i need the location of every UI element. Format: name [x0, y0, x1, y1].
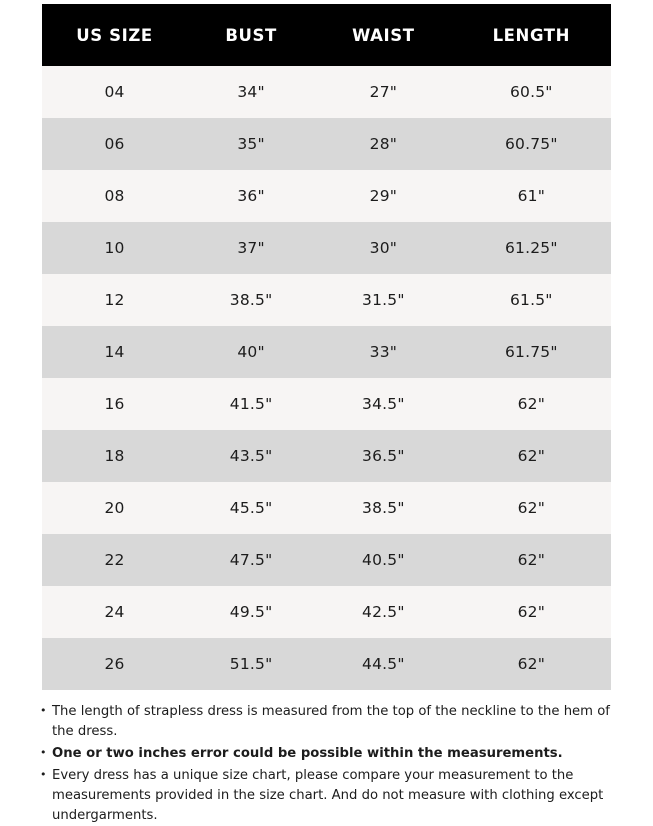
size-chart-page	[0, 4, 653, 824]
cell-us-size: 08	[42, 170, 187, 222]
size-chart-table	[42, 4, 611, 690]
cell-waist: 29"	[315, 170, 452, 222]
bullet-icon: •	[40, 768, 47, 782]
cell-length: 61.75"	[452, 326, 611, 378]
cell-waist: 27"	[315, 66, 452, 118]
cell-waist: 44.5"	[315, 638, 452, 690]
cell-length: 62"	[452, 378, 611, 430]
cell-length: 62"	[452, 482, 611, 534]
table-row	[42, 66, 611, 118]
cell-bust: 45.5"	[187, 482, 315, 534]
cell-length: 62"	[452, 586, 611, 638]
note-text: The length of strapless dress is measured from the top of the neckline to the hem of the dress.	[52, 704, 610, 740]
column-header-bust: BUST	[187, 4, 315, 66]
column-header-length: LENGTH	[452, 4, 611, 66]
cell-length: 61"	[452, 170, 611, 222]
cell-waist: 42.5"	[315, 586, 452, 638]
cell-waist: 34.5"	[315, 378, 452, 430]
note-item	[40, 766, 613, 826]
cell-waist: 40.5"	[315, 534, 452, 586]
table-row	[42, 222, 611, 274]
notes-list	[0, 690, 653, 826]
table-row	[42, 326, 611, 378]
table-header	[42, 4, 611, 66]
cell-length: 60.5"	[452, 66, 611, 118]
cell-length: 61.25"	[452, 222, 611, 274]
note-item	[40, 702, 613, 742]
cell-bust: 37"	[187, 222, 315, 274]
cell-waist: 30"	[315, 222, 452, 274]
cell-us-size: 16	[42, 378, 187, 430]
cell-bust: 36"	[187, 170, 315, 222]
table-row	[42, 118, 611, 170]
cell-us-size: 10	[42, 222, 187, 274]
cell-bust: 43.5"	[187, 430, 315, 482]
cell-waist: 36.5"	[315, 430, 452, 482]
cell-waist: 38.5"	[315, 482, 452, 534]
bullet-icon: •	[40, 704, 47, 717]
cell-waist: 31.5"	[315, 274, 452, 326]
cell-waist: 33"	[315, 326, 452, 378]
column-header-waist: WAIST	[315, 4, 452, 66]
cell-us-size: 12	[42, 274, 187, 326]
cell-waist: 28"	[315, 118, 452, 170]
table-row	[42, 274, 611, 326]
bullet-icon: •	[40, 746, 47, 760]
cell-bust: 35"	[187, 118, 315, 170]
column-header-us-size: US SIZE	[42, 4, 187, 66]
cell-length: 61.5"	[452, 274, 611, 326]
note-item	[40, 744, 613, 764]
cell-length: 62"	[452, 534, 611, 586]
table-row	[42, 638, 611, 690]
table-row	[42, 586, 611, 638]
cell-length: 62"	[452, 430, 611, 482]
cell-us-size: 06	[42, 118, 187, 170]
cell-bust: 40"	[187, 326, 315, 378]
cell-us-size: 14	[42, 326, 187, 378]
cell-bust: 38.5"	[187, 274, 315, 326]
table-row	[42, 430, 611, 482]
cell-us-size: 04	[42, 66, 187, 118]
table-row	[42, 534, 611, 586]
cell-bust: 34"	[187, 66, 315, 118]
note-text: Every dress has a unique size chart, please compare your measurement to the measurements provided in the size chart. And do not measure with clothing except undergarments.	[52, 768, 604, 824]
cell-us-size: 18	[42, 430, 187, 482]
table-row	[42, 378, 611, 430]
cell-bust: 41.5"	[187, 378, 315, 430]
cell-us-size: 22	[42, 534, 187, 586]
cell-us-size: 20	[42, 482, 187, 534]
cell-length: 60.75"	[452, 118, 611, 170]
cell-length: 62"	[452, 638, 611, 690]
table-body	[42, 66, 611, 690]
size-chart-container	[0, 4, 653, 690]
note-text: One or two inches error could be possible within the measurements.	[52, 746, 563, 762]
table-header-row	[42, 4, 611, 66]
cell-bust: 47.5"	[187, 534, 315, 586]
cell-bust: 49.5"	[187, 586, 315, 638]
table-row	[42, 482, 611, 534]
table-row	[42, 170, 611, 222]
cell-us-size: 26	[42, 638, 187, 690]
cell-us-size: 24	[42, 586, 187, 638]
cell-bust: 51.5"	[187, 638, 315, 690]
